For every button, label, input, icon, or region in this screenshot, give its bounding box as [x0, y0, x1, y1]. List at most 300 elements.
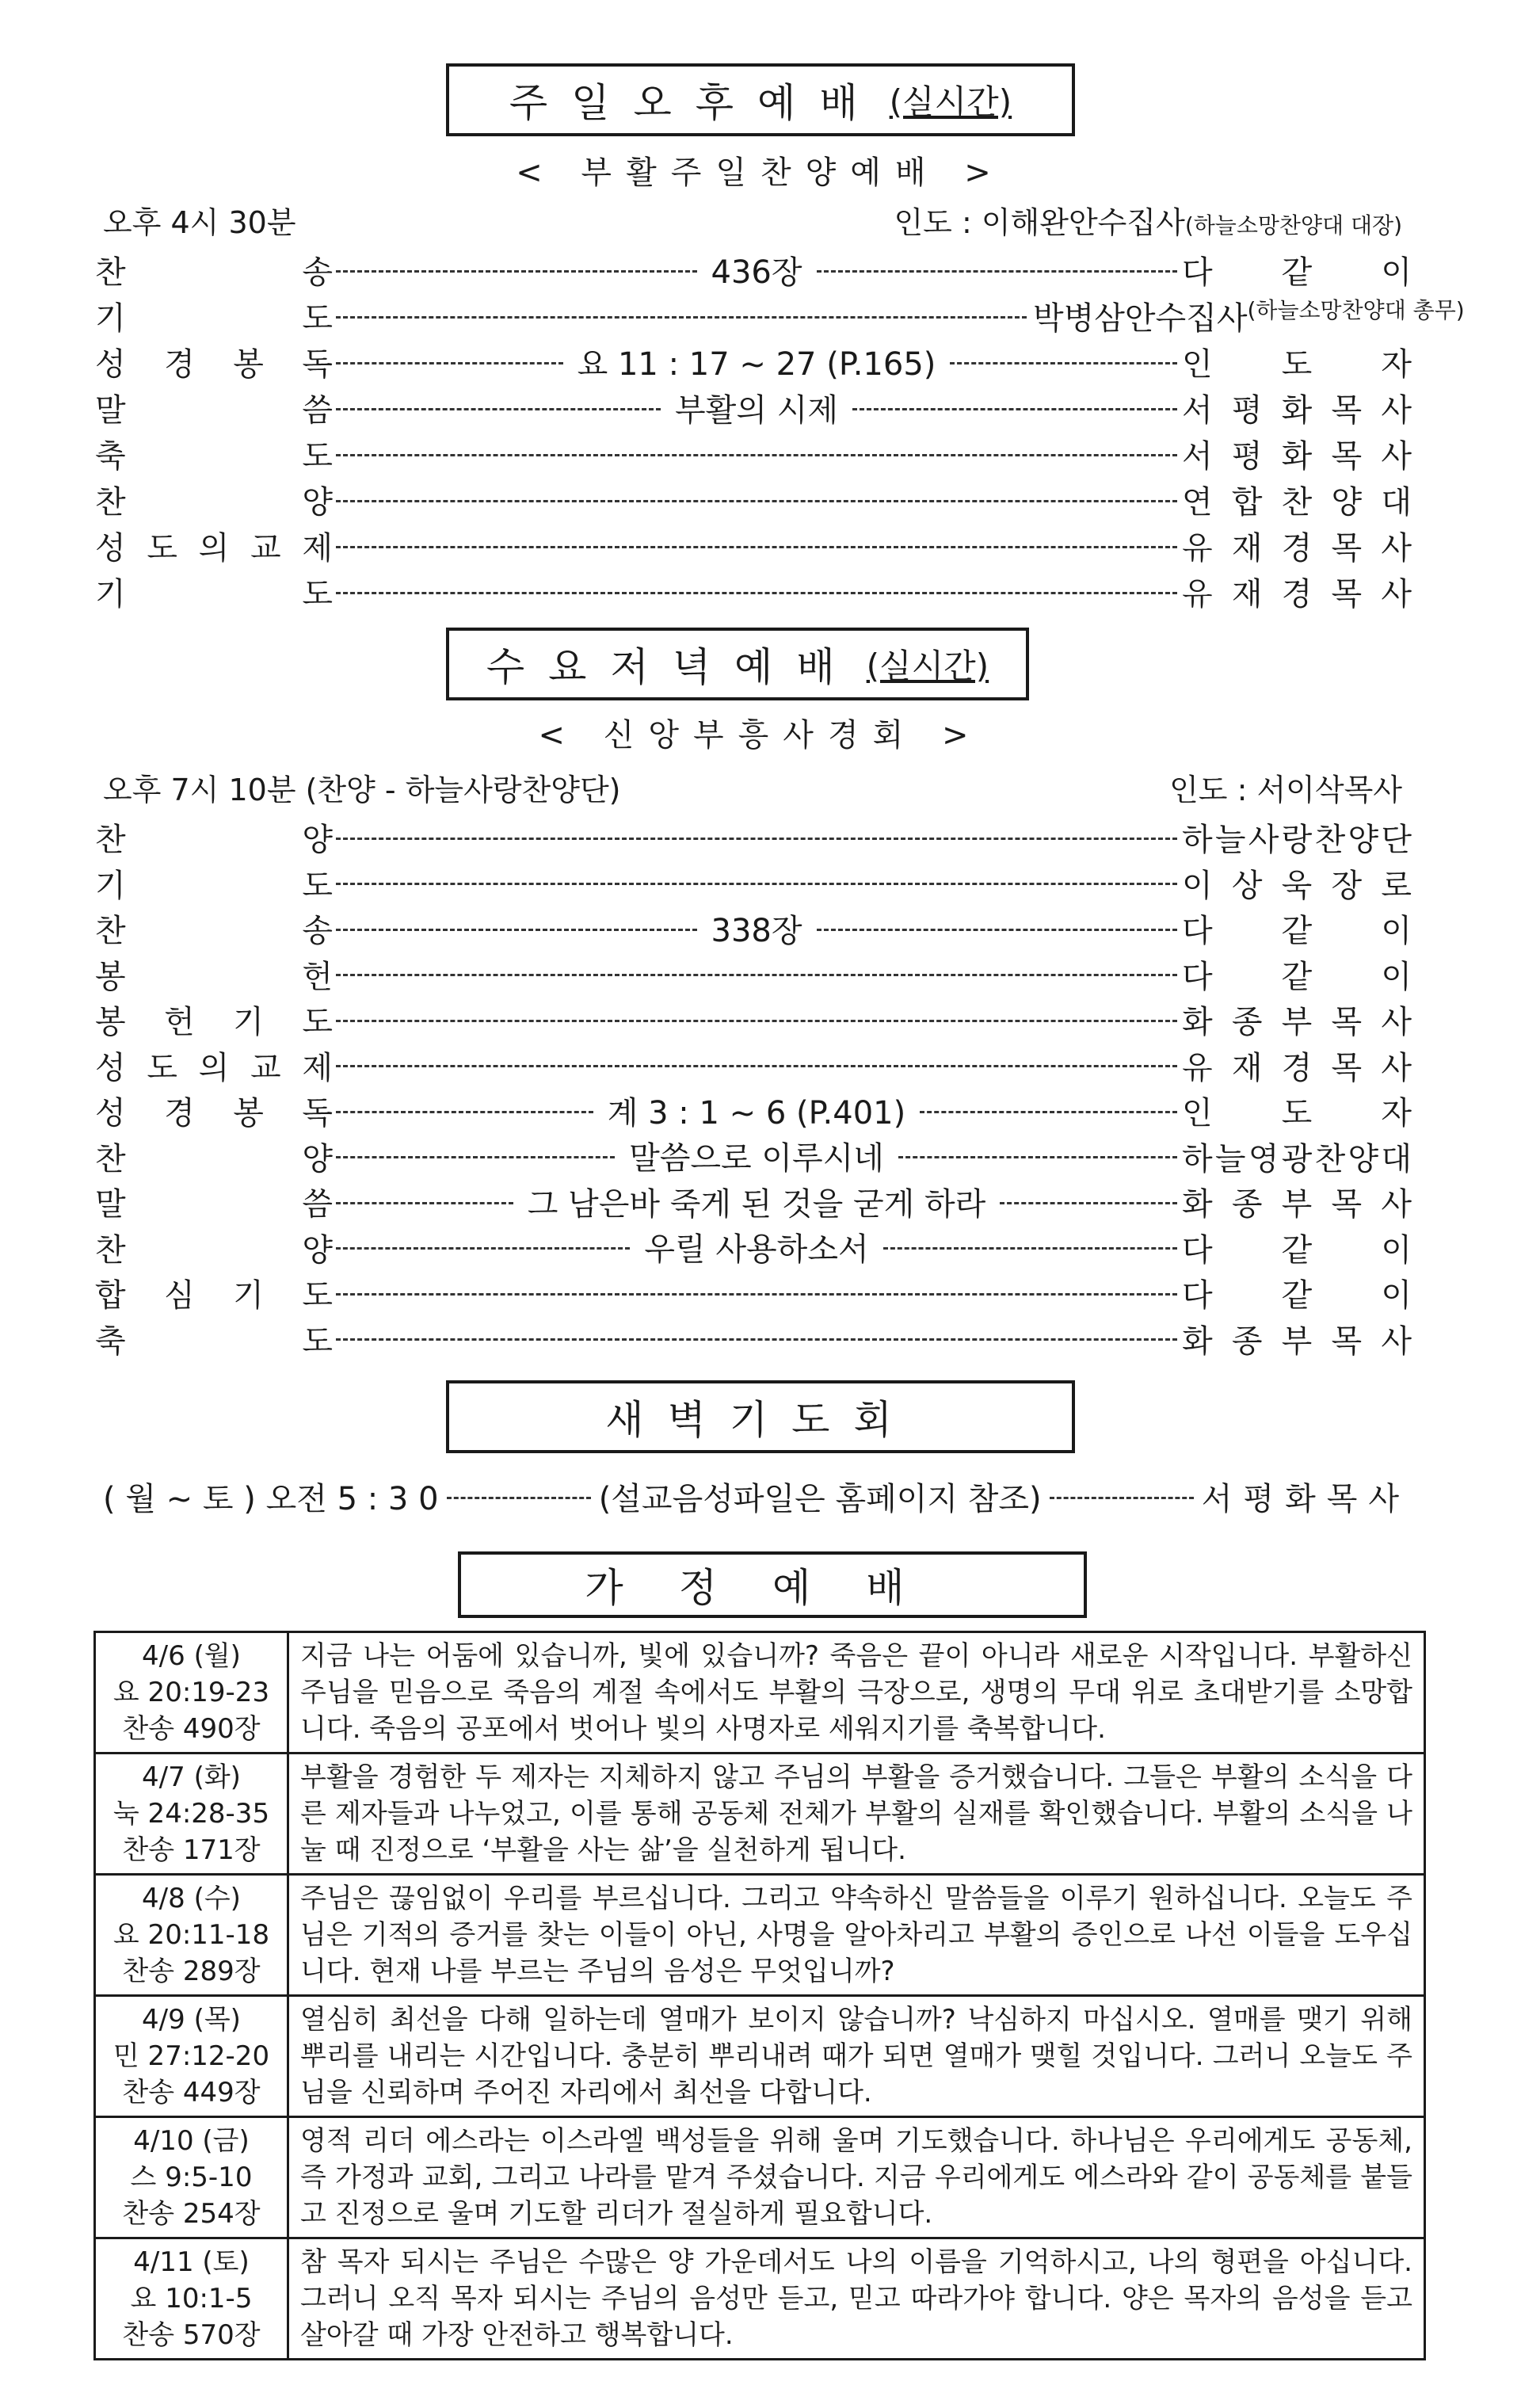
sunday-row-label [95, 431, 333, 476]
wednesday-row-leader-line [333, 1134, 1180, 1178]
dash-line [898, 1156, 1177, 1158]
wednesday-row-person-char: 늘 [1214, 1140, 1246, 1177]
wednesday-row-person-char: 같 [1281, 958, 1313, 995]
wednesday-row-person-char: 사 [1381, 1322, 1412, 1360]
sunday-row-person [1182, 385, 1412, 430]
wednesday-row-person-char: 인 [1182, 1095, 1213, 1131]
wednesday-row-label [95, 1088, 333, 1133]
wednesday-row-leader-line [333, 1088, 1180, 1132]
sunday-row-leader-line [333, 477, 1180, 521]
dash-line [336, 1065, 1177, 1067]
wednesday-row-label [95, 1270, 333, 1315]
wednesday-row-label-char: 씀 [302, 1186, 333, 1223]
wednesday-row [95, 1316, 1410, 1360]
sunday-row-label-char: 성 [95, 346, 126, 383]
wednesday-row-leader-line [333, 952, 1180, 996]
sunday-row-label-char: 양 [302, 484, 333, 521]
wednesday-row-person-char: 사 [1248, 822, 1279, 858]
wednesday-row-person-char: 같 [1281, 913, 1313, 949]
sunday-infoline [103, 198, 1402, 239]
family-date: 4/8 (수) [142, 1883, 241, 1914]
sunday-row [95, 247, 1410, 292]
wednesday-row-leader-line [333, 1316, 1180, 1360]
sunday-row-label-char: 성 [95, 530, 126, 567]
sunday-row-label-char: 기 [95, 300, 126, 337]
sunday-row-label [95, 385, 333, 430]
dash-line [336, 1293, 1177, 1296]
sunday-row-person-name: 박병삼안수집사 [1033, 300, 1248, 337]
family-date: 4/7 (화) [142, 1761, 241, 1793]
sunday-row-person-char: 연 [1182, 484, 1213, 521]
sunday-row-label-char: 도 [147, 530, 177, 567]
wednesday-row-person-char: 종 [1231, 1186, 1263, 1223]
sunday-row-person-char: 사 [1381, 530, 1412, 567]
family-reference [95, 2238, 288, 2360]
family-reference [95, 1875, 288, 1996]
wednesday-row-leader-line [333, 1270, 1180, 1315]
wednesday-row-person-char: 하 [1182, 822, 1213, 858]
wednesday-row-person-char: 목 [1331, 1322, 1363, 1360]
sunday-row-person [1182, 431, 1412, 476]
dash-line [336, 270, 697, 273]
wednesday-row-label-char: 기 [233, 1004, 264, 1040]
wednesday-row-label [95, 1316, 333, 1361]
sunday-row-label-char: 도 [302, 576, 333, 612]
wednesday-row-person-char: 도 [1281, 1095, 1313, 1131]
sunday-row-person-char: 평 [1231, 438, 1263, 475]
wednesday-row-person [1182, 1225, 1412, 1270]
sunday-row-label-char: 송 [302, 254, 333, 291]
sunday-row-label-char: 찬 [95, 254, 126, 291]
wednesday-row-person-char: 같 [1281, 1277, 1313, 1314]
sunday-row-leader-line [333, 569, 1180, 613]
dash-line [336, 883, 1177, 885]
family-devotion-text: 부활을 경험한 두 제자는 지체하지 않고 주님의 부활을 증거했습니다. 그들은 부활의 소식을 다른 제자들과 나누었고, 이를 통해 공동체 전체가 부활의 실재를 확인했습니다. 부활의 소식을 나눌 때 진정으로 ‘부활을 사는 삶’을 실천하게 됩니다. [288, 1754, 1425, 1875]
wednesday-row-leader-line [333, 1043, 1180, 1087]
wednesday-row [95, 906, 1410, 950]
sunday-row-label-char: 제 [302, 530, 333, 567]
sunday-row-label-char: 경 [164, 346, 195, 383]
sunday-row-person [1182, 247, 1412, 292]
wednesday-row-label-char: 헌 [302, 958, 333, 995]
wednesday-row-person [1182, 1316, 1412, 1361]
wednesday-row-label-char: 찬 [95, 1231, 126, 1269]
dash-line [336, 500, 1177, 502]
dash-line [336, 974, 1177, 976]
wednesday-time: 오후 7시 10분 (찬양 - 하늘사랑찬양단) [103, 773, 621, 807]
wednesday-row-label [95, 1134, 333, 1179]
sunday-row-person-char: 사 [1381, 438, 1412, 475]
dash-line [920, 1111, 1177, 1113]
dash-line [950, 362, 1177, 364]
wednesday-row-person-char: 장 [1331, 867, 1363, 904]
wednesday-row-person-char: 재 [1231, 1049, 1263, 1086]
sunday-row [95, 293, 1465, 338]
wednesday-row-label-char: 봉 [95, 958, 126, 995]
sunday-row-label-char: 씀 [302, 392, 333, 429]
dash-line [817, 929, 1178, 931]
dash-line [336, 929, 697, 931]
sunday-time: 오후 4시 30분 [103, 205, 296, 240]
wednesday-row-label-char: 성 [95, 1095, 126, 1131]
wednesday-row [95, 1088, 1410, 1132]
sunday-row-person [1182, 339, 1412, 384]
sunday-row [95, 569, 1410, 613]
wednesday-row [95, 1179, 1410, 1223]
sunday-row-person-char: 목 [1331, 392, 1363, 429]
family-date: 4/6 (월) [142, 1640, 241, 1672]
wednesday-row [95, 997, 1410, 1041]
wednesday-leader: 인도 : 서이삭목사 [1169, 773, 1402, 807]
sunday-row-person-char: 유 [1182, 530, 1213, 567]
wednesday-row-person-char: 늘 [1214, 822, 1246, 858]
wednesday-row-person-char: 양 [1348, 822, 1379, 858]
dawn-title: 새벽기도회 [605, 1397, 916, 1443]
dash-line [336, 546, 1177, 548]
sunday-row-label-char: 축 [95, 438, 126, 475]
wednesday-row-person-char: 목 [1331, 1004, 1363, 1040]
family-hymn: 찬송 449장 [122, 2077, 261, 2108]
sunday-row-person-char: 합 [1231, 484, 1263, 521]
wednesday-row-label-char: 합 [95, 1277, 126, 1314]
sunday-row-person-char: 사 [1381, 576, 1412, 612]
wednesday-row-person-char: 단 [1381, 822, 1412, 858]
wednesday-row-person-char: 욱 [1281, 867, 1313, 904]
wednesday-row-person-char: 이 [1381, 1277, 1412, 1314]
wednesday-row-person-char: 다 [1182, 958, 1213, 995]
sunday-row-person-char: 서 [1182, 438, 1213, 475]
wednesday-row-person-char: 같 [1281, 1231, 1313, 1269]
wednesday-row-person-char: 찬 [1314, 1140, 1346, 1177]
sunday-row-person-char: 인 [1182, 346, 1213, 383]
dash-line [336, 454, 1177, 456]
family-worship-table [93, 1631, 1426, 2360]
family-title-box [458, 1551, 1087, 1618]
wednesday-row-person-char: 자 [1381, 1095, 1412, 1131]
sunday-row-person [1033, 293, 1465, 338]
wednesday-row-leader-line [333, 1179, 1180, 1223]
wednesday-row-person-char: 이 [1381, 958, 1412, 995]
sunday-row [95, 385, 1410, 429]
sunday-leader: 인도 : 이해완안수집사 [894, 205, 1185, 240]
wednesday-row-person-char: 광 [1281, 1140, 1313, 1177]
wednesday-title-sub: (실시간) [866, 647, 989, 685]
sunday-row-person-char: 서 [1182, 392, 1213, 429]
wednesday-row-person-char: 부 [1281, 1004, 1313, 1040]
wednesday-infoline [103, 765, 1402, 807]
sunday-row-person-char: 평 [1231, 392, 1263, 429]
wednesday-row-leader-line [333, 997, 1180, 1041]
sunday-row-label [95, 293, 333, 338]
sunday-row-leader-line [333, 523, 1180, 567]
family-hymn: 찬송 254장 [122, 2198, 261, 2230]
wednesday-row [95, 1270, 1410, 1315]
wednesday-row-person-char: 부 [1281, 1322, 1313, 1360]
sunday-row-person-char: 화 [1281, 438, 1313, 475]
wednesday-row-person-char: 화 [1182, 1004, 1213, 1040]
wednesday-row-person-char: 다 [1182, 1277, 1213, 1314]
wednesday-row-label-char: 심 [164, 1277, 195, 1314]
family-reference [95, 2117, 288, 2238]
sunday-leader-wrap [894, 198, 1402, 242]
wednesday-row-person-char: 이 [1381, 1231, 1412, 1269]
dash-line [336, 408, 661, 410]
sunday-row-content: 요 11 : 17 ~ 27 (P.165) [577, 345, 936, 383]
sunday-title-box [446, 63, 1075, 136]
sunday-row-person-note: (하늘소망찬양대 총무) [1247, 297, 1465, 323]
wednesday-row-person [1182, 997, 1412, 1042]
wednesday-row-label-char: 양 [302, 1231, 333, 1269]
sunday-row-label-char: 도 [302, 300, 333, 337]
wednesday-row-person-char: 하 [1182, 1140, 1213, 1177]
sunday-row-label [95, 477, 333, 522]
wednesday-row-label-char: 찬 [95, 822, 126, 858]
sunday-row-content: 부활의 시제 [675, 391, 838, 429]
wednesday-row-person-char: 목 [1331, 1186, 1363, 1223]
sunday-row-label-char: 찬 [95, 484, 126, 521]
family-hymn: 찬송 289장 [122, 1956, 261, 1987]
dawn-line [103, 1472, 1410, 1520]
wednesday-row-leader-line [333, 815, 1180, 859]
wednesday-row-person [1182, 861, 1412, 906]
wednesday-row-person-char: 찬 [1314, 822, 1346, 858]
family-verse: 눅 24:28-35 [112, 1798, 270, 1830]
dash-line [883, 1247, 1177, 1250]
sunday-row-person-char: 다 [1182, 254, 1213, 291]
wednesday-row-label [95, 861, 333, 906]
family-verse: 민 27:12-20 [112, 2040, 270, 2072]
dash-line [336, 1111, 593, 1113]
sunday-row-person-char: 같 [1281, 254, 1313, 291]
wednesday-row-label [95, 1225, 333, 1270]
family-reference [95, 1632, 288, 1754]
sunday-row-person [1182, 523, 1412, 568]
sunday-row-person-char: 재 [1231, 576, 1263, 612]
wednesday-row-leader-line [333, 1225, 1180, 1269]
sunday-row-person-char: 목 [1331, 530, 1363, 567]
family-row [95, 1875, 1425, 1996]
wednesday-row-label [95, 906, 333, 951]
dash-line [336, 362, 563, 364]
wednesday-row-label-char: 기 [95, 867, 126, 904]
family-date: 4/10 (금) [133, 2125, 250, 2157]
sunday-row [95, 523, 1410, 567]
family-devotion-text: 지금 나는 어둠에 있습니까, 빛에 있습니까? 죽음은 끝이 아니라 새로운 시작입니다. 부활하신 주님을 믿음으로 죽음의 계절 속에서도 부활의 극장으로, 생명의 무대 위로 초대받기를 소망합니다. 죽음의 공포에서 벗어나 빛의 사명자로 세워지기를 축복합니다. [288, 1632, 1425, 1754]
wednesday-row [95, 1225, 1410, 1269]
wednesday-subtitle: < 신앙부흥사경회 > [538, 717, 983, 754]
wednesday-title: 수요저녁예배 [486, 644, 859, 690]
sunday-row-leader-line [333, 247, 1180, 292]
sunday-row-label-char: 기 [95, 576, 126, 612]
family-hymn: 찬송 171장 [122, 1834, 261, 1866]
wednesday-row-person [1182, 1043, 1412, 1088]
dawn-preacher: 서평화목사 [1201, 1480, 1410, 1517]
sunday-row-person-char: 경 [1281, 576, 1313, 612]
sunday-row-person-char: 이 [1381, 254, 1412, 291]
wednesday-row-person [1182, 815, 1412, 860]
family-devotion-text: 참 목자 되시는 주님은 수많은 양 가운데서도 나의 이름을 기억하시고, 나의 형편을 아십니다. 그러니 오직 목자 되시는 주님의 음성만 듣고, 믿고 따라가야 합니다. 양은 목자의 음성을 듣고 살아갈 때 가장 안전하고 행복합니다. [288, 2238, 1425, 2360]
wednesday-row [95, 1043, 1410, 1087]
wednesday-row-person-char: 경 [1281, 1049, 1313, 1086]
family-row [95, 1754, 1425, 1875]
wednesday-row-person-char: 로 [1381, 867, 1412, 904]
sunday-row-label-char: 도 [302, 438, 333, 475]
wednesday-row-person-char: 사 [1381, 1186, 1412, 1223]
sunday-row-leader-line [333, 385, 1180, 429]
wednesday-row-person [1182, 1270, 1412, 1315]
sunday-row-person [1182, 477, 1412, 522]
wednesday-row-label [95, 997, 333, 1042]
wednesday-row-content: 우릴 사용하소서 [644, 1231, 869, 1268]
sunday-row-label-char: 말 [95, 392, 126, 429]
wednesday-row-person-char: 종 [1231, 1004, 1263, 1040]
wednesday-row-person-char: 양 [1348, 1140, 1379, 1177]
wednesday-row-person-char: 사 [1381, 1049, 1412, 1086]
family-title: 가정예배 [585, 1565, 960, 1611]
family-verse: 요 20:19-23 [112, 1677, 270, 1708]
family-verse: 요 20:11-18 [112, 1919, 270, 1951]
family-row [95, 2117, 1425, 2238]
wednesday-row-person-char: 유 [1182, 1049, 1213, 1086]
wednesday-row-person [1182, 906, 1412, 951]
sunday-row-person-char: 자 [1381, 346, 1412, 383]
wednesday-row-label-char: 독 [302, 1095, 333, 1131]
wednesday-row-person-char: 상 [1231, 867, 1263, 904]
sunday-row-leader-line [333, 293, 1030, 338]
wednesday-row-label-char: 의 [198, 1049, 230, 1086]
sunday-row [95, 339, 1410, 384]
wednesday-row-person [1182, 1134, 1412, 1179]
family-date: 4/9 (목) [142, 2004, 241, 2036]
sunday-row-person-char: 유 [1182, 576, 1213, 612]
family-hymn: 찬송 490장 [122, 1713, 261, 1745]
wednesday-row-content: 말씀으로 이루시네 [629, 1140, 884, 1177]
family-reference [95, 1754, 288, 1875]
family-row [95, 1996, 1425, 2117]
family-hymn: 찬송 570장 [122, 2319, 261, 2351]
wednesday-row-label-char: 말 [95, 1186, 126, 1223]
sunday-leader-note: (하늘소망찬양대 대장) [1184, 212, 1402, 239]
sunday-row-label-char: 의 [198, 530, 230, 567]
family-devotion-text: 주님은 끊임없이 우리를 부르십니다. 그리고 약속하신 말씀들을 이루기 원하십니다. 오늘도 주님은 기적의 증거를 찾는 이들이 아닌, 사명을 알아차리고 부활의 증인으로 나선 이들을 도우십니다. 현재 나를 부르는 주님의 음성은 무엇입니까? [288, 1875, 1425, 1996]
dawn-time: ( 월 ~ 토 ) 오전 5 : 3 0 [103, 1480, 439, 1517]
wednesday-row-label-char: 양 [302, 822, 333, 858]
wednesday-row-label-char: 양 [302, 1140, 333, 1177]
dash-line [336, 1020, 1177, 1022]
wednesday-row-person-char: 종 [1231, 1322, 1263, 1360]
wednesday-row-person-char: 목 [1331, 1049, 1363, 1086]
family-verse: 스 9:5-10 [130, 2162, 253, 2193]
wednesday-row [95, 952, 1410, 996]
sunday-row-label [95, 339, 333, 384]
wednesday-row-label-char: 도 [302, 1004, 333, 1040]
wednesday-row-person [1182, 1088, 1412, 1133]
wednesday-row-label-char: 헌 [164, 1004, 195, 1040]
wednesday-row-person-char: 사 [1381, 1004, 1412, 1040]
wednesday-title-box [446, 628, 1029, 700]
wednesday-row-person-char: 부 [1281, 1186, 1313, 1223]
wednesday-row-label-char: 봉 [233, 1095, 264, 1131]
dash-line [336, 838, 1177, 840]
wednesday-row-label-char: 제 [302, 1049, 333, 1086]
sunday-row-person-char: 재 [1231, 530, 1263, 567]
family-row [95, 1632, 1425, 1754]
wednesday-row-label-char: 도 [302, 1322, 333, 1360]
wednesday-row-person-char: 다 [1182, 913, 1213, 949]
sunday-title: 주일오후예배 [509, 80, 882, 126]
dawn-dash-2 [1050, 1497, 1194, 1499]
wednesday-row-person-char: 화 [1182, 1322, 1213, 1360]
wednesday-row-label-char: 경 [164, 1095, 195, 1131]
sunday-row-content: 436장 [711, 254, 802, 291]
sunday-row-person-char: 양 [1331, 484, 1363, 521]
dash-line [336, 1338, 1177, 1341]
wednesday-row-label-char: 기 [233, 1277, 264, 1314]
sunday-row-person-char: 목 [1331, 576, 1363, 612]
sunday-row-person-char: 화 [1281, 392, 1313, 429]
wednesday-row [95, 1134, 1410, 1178]
sunday-row [95, 431, 1410, 475]
wednesday-row-content: 계 3 : 1 ~ 6 (P.401) [607, 1094, 906, 1131]
dash-line [336, 1156, 615, 1158]
family-devotion-text: 영적 리더 에스라는 이스라엘 백성들을 위해 울며 기도했습니다. 하나님은 우리에게도 공동체, 즉 가정과 교회, 그리고 나라를 맡겨 주셨습니다. 지금 우리에게도 에스라와 같이 공동체를 붙들고 진정으로 울며 기도할 리더가 절실하게 필요합니다. [288, 2117, 1425, 2238]
sunday-subtitle: < 부활주일찬양예배 > [516, 155, 1005, 191]
dash-line [1000, 1202, 1177, 1204]
wednesday-row-label [95, 952, 333, 997]
wednesday-row-person-char: 영 [1248, 1140, 1279, 1177]
wednesday-row-label-char: 찬 [95, 1140, 126, 1177]
family-devotion-text: 열심히 최선을 다해 일하는데 열매가 보이지 않습니까? 낙심하지 마십시오. 열매를 맺기 위해 뿌리를 내리는 시간입니다. 충분히 뿌리내려 때가 되면 열매가 맺힐 것입니다. 그러니 오늘도 주님을 신뢰하며 주어진 자리에서 최선을 다합니다. [288, 1996, 1425, 2117]
family-verse: 요 10:1-5 [130, 2283, 253, 2315]
wednesday-row-leader-line [333, 861, 1180, 905]
sunday-row-person-char: 사 [1381, 392, 1412, 429]
family-reference [95, 1996, 288, 2117]
wednesday-row-person-char: 이 [1381, 913, 1412, 949]
family-row [95, 2238, 1425, 2360]
sunday-row-label [95, 523, 333, 568]
wednesday-row-label-char: 도 [302, 867, 333, 904]
wednesday-row-person-char: 대 [1381, 1140, 1412, 1177]
sunday-row-person-char: 대 [1381, 484, 1412, 521]
sunday-row-label-char: 봉 [233, 346, 264, 383]
dash-line [852, 408, 1177, 410]
dawn-note: (설교음성파일은 홈페이지 참조) [598, 1480, 1042, 1517]
sunday-row-label-char: 독 [302, 346, 333, 383]
sunday-row-label [95, 247, 333, 292]
wednesday-row-person [1182, 1179, 1412, 1224]
dash-line [336, 1247, 630, 1250]
wednesday-row-label [95, 1043, 333, 1088]
dawn-title-box [446, 1380, 1075, 1453]
wednesday-row-person [1182, 952, 1412, 997]
wednesday-row-person-char: 이 [1182, 867, 1213, 904]
wednesday-row-label-char: 축 [95, 1322, 126, 1360]
sunday-row-person-char: 찬 [1281, 484, 1313, 521]
wednesday-row-leader-line [333, 906, 1180, 950]
dash-line [336, 1202, 513, 1204]
dash-line [336, 316, 1027, 319]
sunday-row-label-char: 교 [250, 530, 281, 567]
sunday-row-person-char: 도 [1281, 346, 1313, 383]
wednesday-row-label [95, 815, 333, 860]
wednesday-row-person-char: 화 [1182, 1186, 1213, 1223]
wednesday-row [95, 861, 1410, 905]
sunday-row-person-char: 목 [1331, 438, 1363, 475]
wednesday-row-content: 338장 [711, 912, 802, 949]
family-date: 4/11 (토) [133, 2246, 250, 2278]
sunday-row-label [95, 569, 333, 614]
wednesday-row-person-char: 랑 [1281, 822, 1313, 858]
